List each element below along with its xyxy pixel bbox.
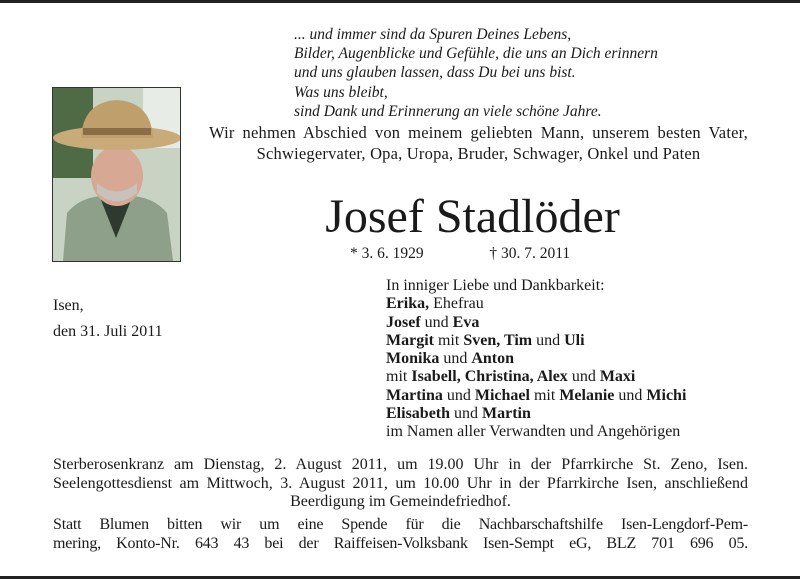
mourner-text: und — [439, 350, 472, 368]
mourner-line — [386, 350, 686, 368]
farewell-text: Wir nehmen Abschied von meinem geliebten Mann, unserem besten Vater, Schwiegervater, Opa, Uropa, Bruder, Schwager, Onkel und Paten — [209, 123, 748, 163]
mourner-text: und — [420, 313, 453, 331]
mourner-text: Ehefrau — [429, 295, 484, 313]
notice-date: den 31. Juli 2011 — [53, 322, 163, 340]
mourner-name: Martina — [386, 386, 443, 404]
mourner-name: Isabell, Christina, Alex — [411, 368, 568, 386]
mourner-text: und — [614, 386, 647, 404]
mourner-line — [386, 387, 686, 405]
mourner-text: und — [532, 331, 565, 349]
mourner-text: In inniger Liebe und Dankbarkeit: — [386, 277, 605, 294]
mourner-text: und — [450, 405, 483, 423]
mourner-line — [386, 368, 686, 386]
mourner-text: mit — [386, 368, 412, 386]
mourner-line — [386, 314, 686, 332]
service-info: Sterberosenkranz am Dienstag, 2. August 2011, um 19.00 Uhr in der Pfarrkirche St. Zeno, Isen. Seelengottesdienst am Mittwoch, 3. August 2011, um 10.00 Uhr in der Pfarrkirche Isen, anschließend Beerdigung im Gemeindefriedhof. — [53, 456, 748, 510]
life-dates — [350, 245, 570, 263]
deceased-name: Josef Stadlöder — [325, 190, 620, 243]
mourner-name: Erika, — [386, 295, 430, 313]
birth-date: * 3. 6. 1929 — [350, 245, 424, 262]
mourner-line — [386, 277, 686, 295]
mourner-name: Uli — [564, 331, 585, 349]
mourner-name: Margit — [386, 331, 434, 349]
mourner-name: Monika — [386, 350, 440, 368]
donation-line: Statt Blumen bitten wir um eine Spende für die Nachbarschaftshilfe Isen-Lengdorf-Pem- — [53, 516, 748, 533]
mourner-line — [386, 405, 686, 423]
mourner-text: im Namen aller Verwandten und Angehörigen — [386, 423, 681, 441]
donation-line: mering, Konto-Nr. 643 43 bei der Raiffeisen-Volksbank Isen-Sempt eG, BLZ 701 696 05. — [53, 534, 748, 552]
mourner-text: und — [567, 368, 600, 386]
death-date: † 30. 7. 2011 — [489, 245, 571, 262]
mourner-name: Josef — [386, 313, 421, 331]
donation-info — [53, 516, 748, 553]
poem-line: und uns glauben lassen, dass Du bei uns bist. — [294, 64, 576, 82]
poem — [294, 25, 658, 121]
mourner-name: Sven, Tim — [463, 331, 533, 349]
poem-line: Bilder, Augenblicke und Gefühle, die uns an Dich erinnern — [294, 45, 658, 63]
mourner-text: mit — [529, 386, 560, 404]
mourner-name: Eva — [452, 313, 480, 331]
portrait-photo — [52, 87, 181, 262]
place: Isen, — [53, 297, 84, 314]
mourners-list — [386, 277, 686, 442]
mourner-name: Maxi — [599, 368, 636, 386]
mourner-name: Martin — [482, 405, 531, 423]
poem-line: Was uns bleibt, — [294, 83, 388, 101]
mourner-name: Michael — [474, 386, 530, 404]
mourner-line — [386, 423, 686, 441]
mourner-line — [386, 332, 686, 350]
poem-line: sind Dank und Erinnerung an viele schöne Jahre. — [294, 102, 602, 120]
poem-line: ... und immer sind da Spuren Deines Lebens, — [294, 26, 572, 43]
mourner-text: mit — [433, 331, 464, 349]
mourner-name: Melanie — [559, 386, 615, 404]
mourner-line — [386, 295, 686, 313]
place-date — [53, 297, 163, 341]
mourner-text: und — [442, 386, 475, 404]
mourner-name: Elisabeth — [386, 405, 451, 423]
mourner-name: Anton — [471, 350, 515, 368]
mourner-name: Michi — [646, 386, 687, 404]
